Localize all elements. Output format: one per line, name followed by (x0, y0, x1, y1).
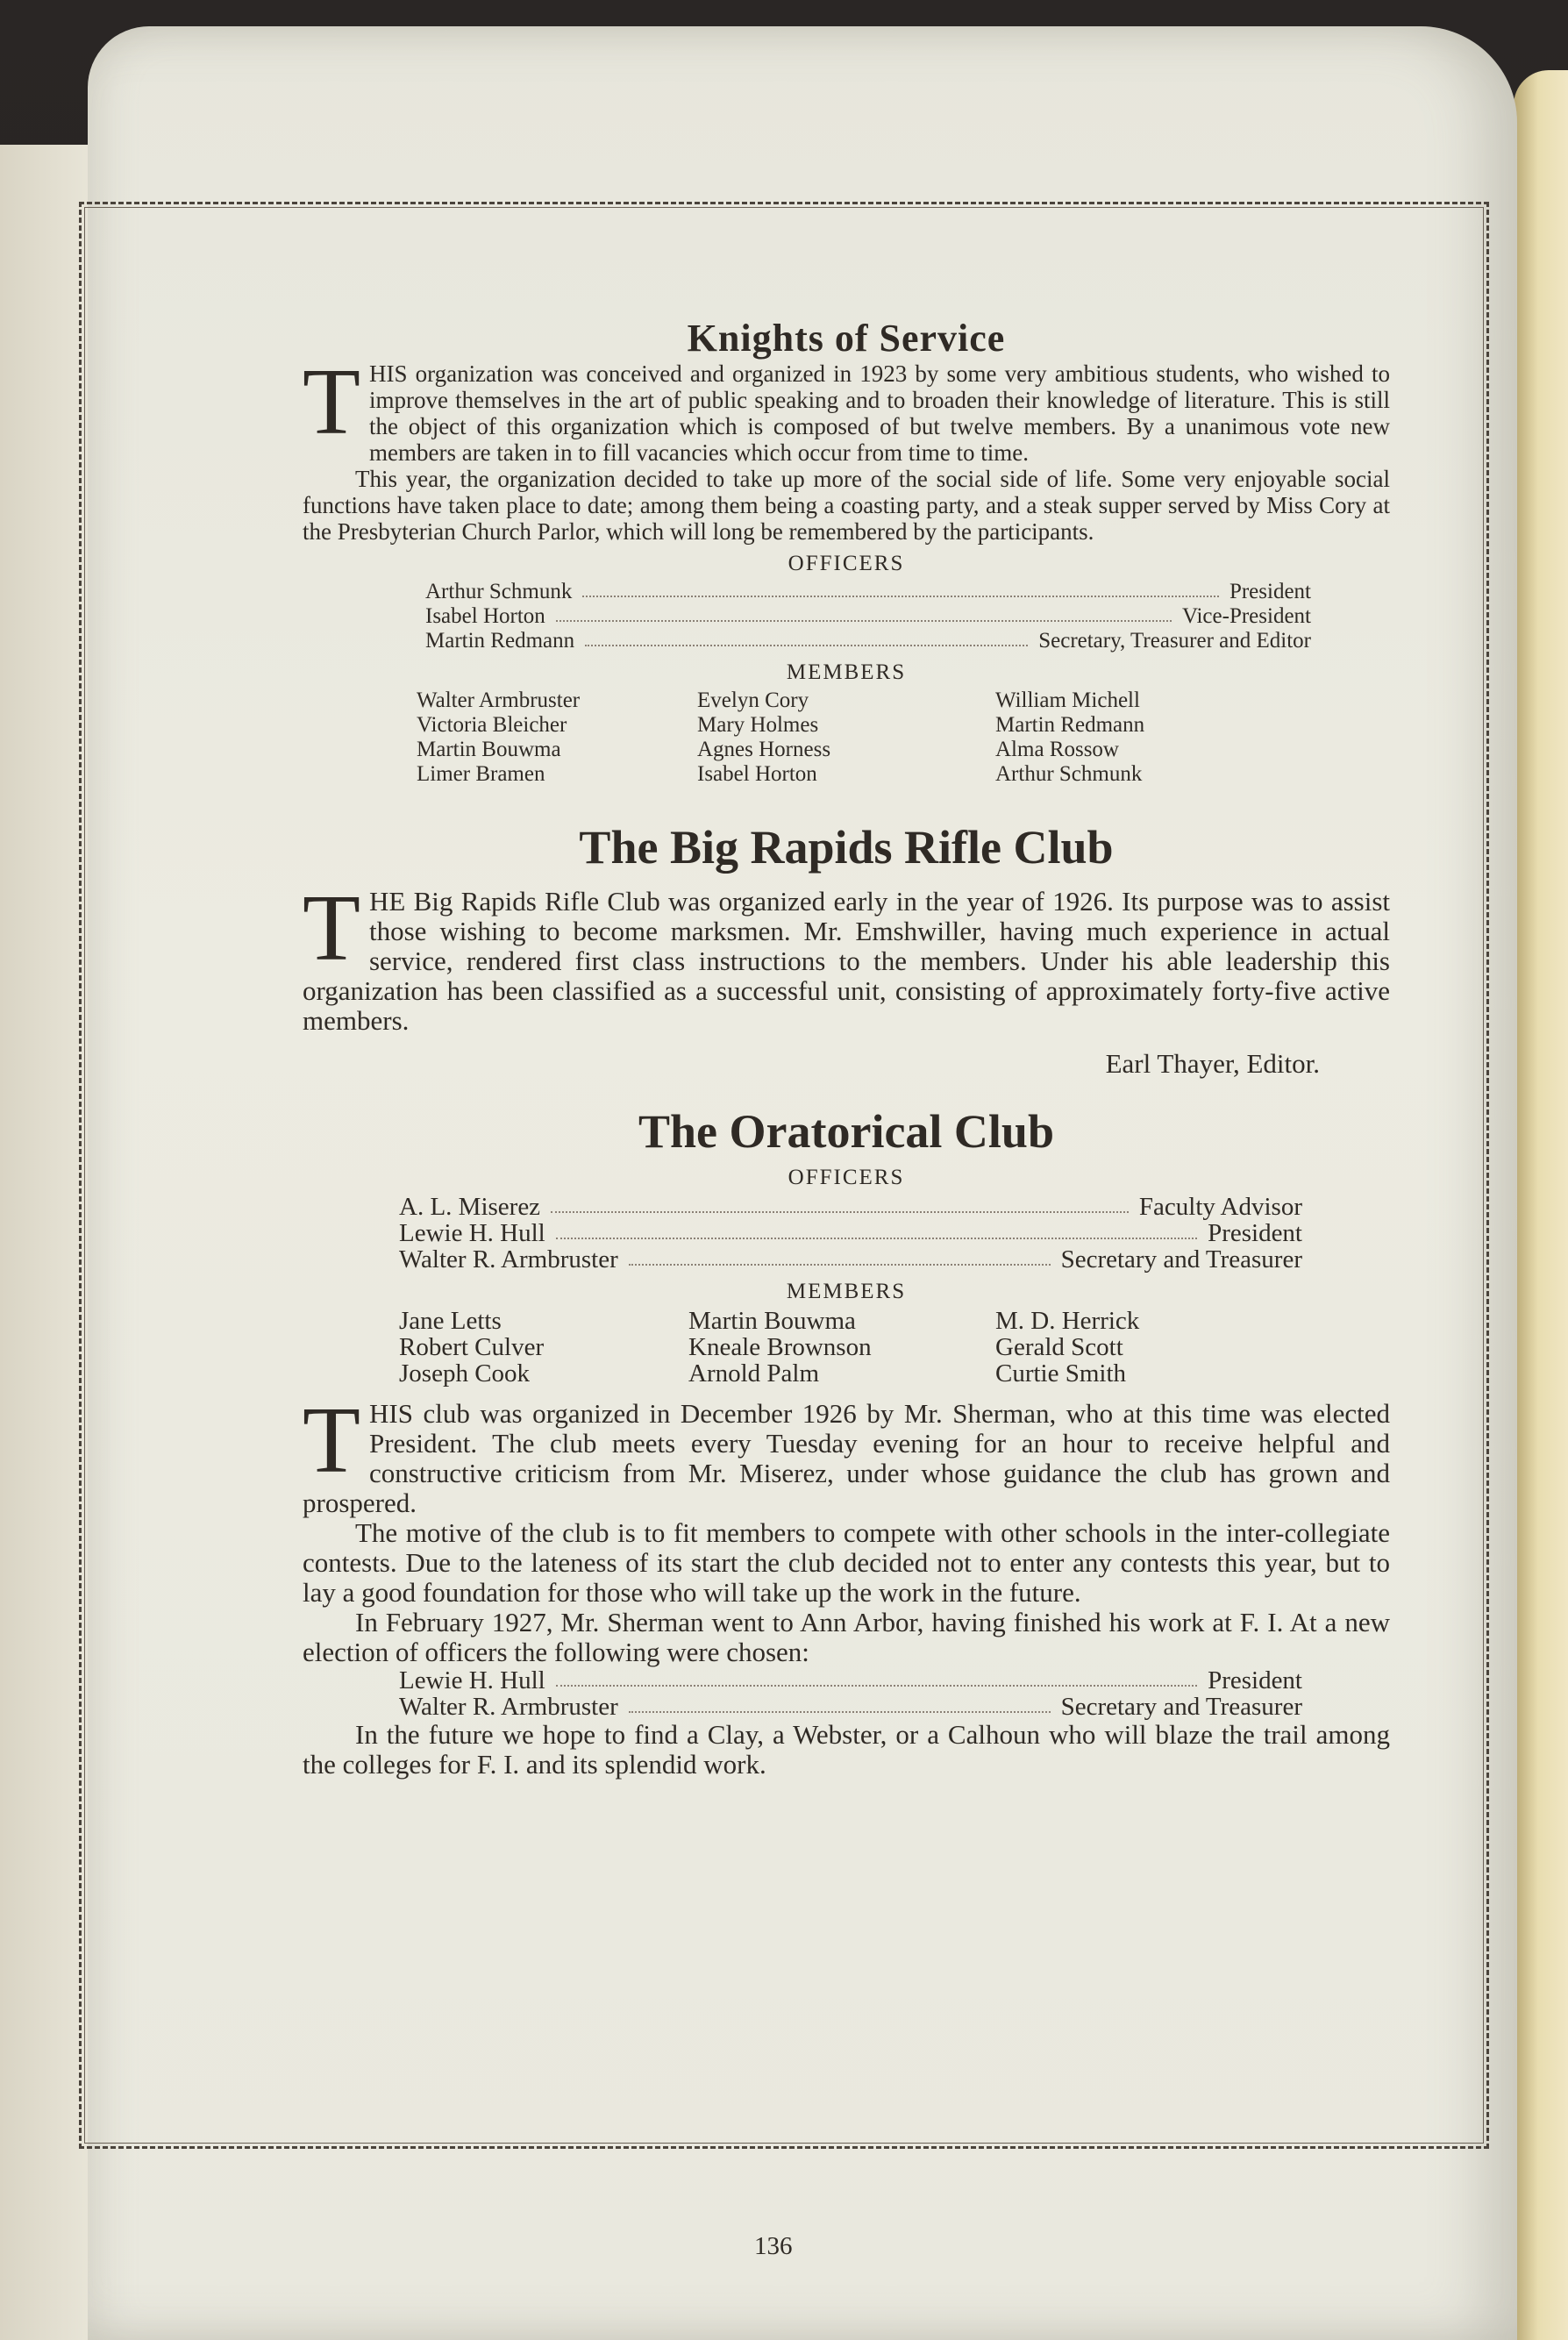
leader-dots (629, 1246, 1051, 1266)
leader-dots (556, 1220, 1197, 1239)
officer-role: President (1208, 1666, 1302, 1694)
member-name: Victoria Bleicher (417, 713, 567, 737)
oratorical-paragraph-4: In the future we hope to find a Clay, a Webster, or a Calhoun who will blaze the trail among the colleges for F. I. and its splendid work. (303, 1719, 1390, 1780)
member-name: Jane Letts (399, 1307, 502, 1335)
officer-row (399, 1246, 1302, 1273)
member-name: Robert Culver (399, 1333, 545, 1361)
member-name: Alma Rossow (995, 738, 1119, 761)
officer-row (425, 580, 1311, 604)
leader-dots (556, 1667, 1197, 1687)
officer-row (399, 1694, 1302, 1720)
knights-officers-heading: OFFICERS (788, 552, 905, 575)
leader-dots (551, 1194, 1129, 1213)
member-name: Agnes Horness (697, 738, 831, 761)
knights-title: Knights of Service (687, 317, 1006, 360)
member-name: Isabel Horton (697, 762, 817, 786)
leader-dots (582, 580, 1219, 597)
officer-name: Walter R. Armbruster (399, 1245, 618, 1273)
rifle-club-paragraph: THE Big Rapids Rifle Club was organized early in the year of 1926. Its purpose was to assist those wishing to become marksmen. Mr. Emshwiller, having much experience in actual service, rendered first class instructions to the members. Under his able leadership this organization has been classified as a successful unit, consisting of approximately forty-five active members. (303, 876, 1390, 1036)
book-cover-edge (1514, 70, 1568, 2340)
officer-name: Lewie H. Hull (399, 1666, 545, 1694)
officer-row (399, 1667, 1302, 1694)
member-name: Walter Armbruster (417, 688, 581, 712)
member-name: M. D. Herrick (995, 1307, 1140, 1335)
knights-members-list (303, 688, 1390, 787)
officer-role: Secretary, Treasurer and Editor (1038, 629, 1311, 653)
rifle-dropcap: T (303, 876, 360, 981)
leader-dots (585, 629, 1028, 646)
oratorical-club-title: The Oratorical Club (638, 1105, 1054, 1158)
knights-dropcap: T (303, 350, 360, 454)
member-name: Martin Redmann (995, 713, 1145, 737)
rifle-club-signature: Earl Thayer, Editor. (1105, 1048, 1320, 1079)
page-content (303, 316, 1390, 1780)
officer-name: A. L. Miserez (399, 1193, 541, 1221)
oratorical-members-heading: MEMBERS (786, 1280, 907, 1303)
rifle-club-title: The Big Rapids Rifle Club (579, 821, 1114, 874)
officer-name: Lewie H. Hull (399, 1219, 545, 1247)
member-name: Martin Bouwma (688, 1307, 856, 1335)
page-number: 136 (754, 2232, 793, 2260)
member-name: Mary Holmes (697, 713, 819, 737)
oratorical-paragraph-1: THIS club was organized in December 1926 by Mr. Sherman, who at this time was elected President. The club meets every Tuesday evening for an hour to receive helpful and constructive criticism from Mr. Miserez, under whose guidance the club has grown and prospered. (303, 1388, 1390, 1518)
officer-name: Arthur Schmunk (425, 580, 573, 603)
member-name: William Michell (995, 688, 1140, 712)
leader-dots (556, 604, 1172, 622)
officer-name: Isabel Horton (425, 604, 545, 628)
member-name: Martin Bouwma (417, 738, 561, 761)
member-name: Limer Bramen (417, 762, 545, 786)
knights-officers-list (303, 580, 1390, 653)
member-name: Evelyn Cory (697, 688, 809, 712)
officer-role: Secretary and Treasurer (1060, 1693, 1302, 1721)
oratorical-officers-heading: OFFICERS (788, 1166, 905, 1189)
officer-role: Faculty Advisor (1138, 1193, 1302, 1221)
officer-row (425, 629, 1311, 653)
officer-name: Walter R. Armbruster (399, 1693, 618, 1721)
oratorical-new-officers-list (303, 1667, 1390, 1720)
oratorical-paragraph-2: The motive of the club is to fit members to compete with other schools in the inter-collegiate contests. Due to the lateness of its start the club decided not to enter any contests this year, but to lay a good foundation for those who will take up the work in the future. (303, 1517, 1390, 1608)
officer-row (425, 604, 1311, 629)
officer-row (399, 1220, 1302, 1246)
member-name: Arnold Palm (688, 1359, 820, 1388)
knights-paragraph-2: This year, the organization decided to take up more of the social side of life. Some very enjoyable social functions have taken place to date; among them being a coasting party, and a steak supper served by Miss Cory at the Presbyterian Church Parlor, which will long be remembered by the participants. (303, 466, 1390, 545)
officer-role: President (1208, 1219, 1302, 1247)
member-name: Joseph Cook (399, 1359, 531, 1388)
oratorical-paragraph-3: In February 1927, Mr. Sherman went to Ann Arbor, having finished his work at F. I. At a new election of officers the following were chosen: (303, 1607, 1390, 1667)
member-name: Gerald Scott (995, 1333, 1123, 1361)
knights-members-heading: MEMBERS (786, 660, 907, 684)
officer-role: Vice-President (1181, 604, 1311, 628)
leader-dots (629, 1694, 1051, 1713)
officer-name: Martin Redmann (425, 629, 575, 653)
oratorical-officers-list (303, 1194, 1390, 1273)
officer-role: Secretary and Treasurer (1060, 1245, 1302, 1273)
knights-paragraph-1: THIS organization was conceived and organized in 1923 by some very ambitious students, who wished to improve themselves in the art of public speaking and to broaden their knowledge of literature. This is still the object of this organization which is composed of but twelve members. By a unanimous vote new members are taken in to fill vacancies which occur from time to time. (303, 350, 1390, 466)
officer-row (399, 1194, 1302, 1220)
member-name: Curtie Smith (995, 1359, 1127, 1388)
member-name: Kneale Brownson (688, 1333, 872, 1361)
member-name: Arthur Schmunk (995, 762, 1143, 786)
officer-role: President (1229, 580, 1311, 603)
oratorical-members-list (303, 1308, 1390, 1387)
oratorical-dropcap: T (303, 1388, 360, 1493)
